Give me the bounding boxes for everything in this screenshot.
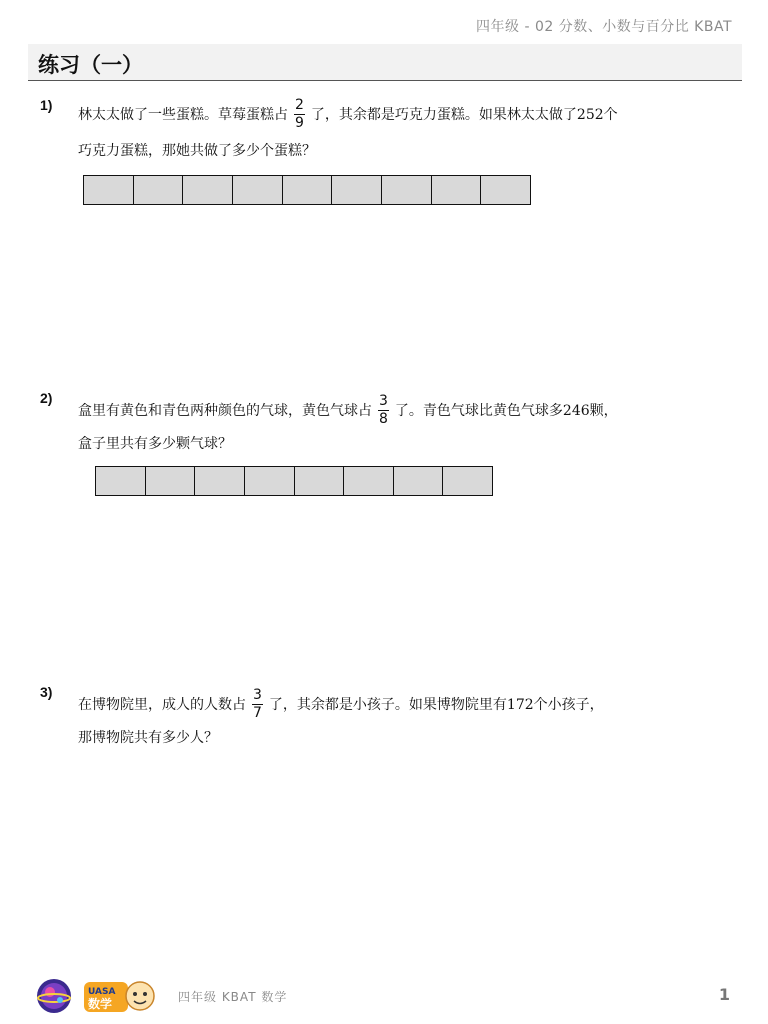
bar-cell xyxy=(183,176,233,204)
footer-label: 四年级 KBAT 数学 xyxy=(178,990,288,1004)
question-1-text xyxy=(78,98,738,168)
page-header-subtitle: 四年级 - 02 分数、小数与百分比 KBAT xyxy=(476,19,732,35)
question-1-fraction: $\frac{2}{9}$ xyxy=(295,97,304,132)
question-3-text xyxy=(78,688,738,758)
bar-cell xyxy=(295,467,345,495)
question-1-number: 1) xyxy=(40,97,53,113)
question-2-line2: 盒子里共有多少颗气球？ xyxy=(78,436,232,452)
bar-cell xyxy=(332,176,382,204)
question-3-line1-before: 在博物院里，成人的人数占 xyxy=(78,696,246,713)
question-3-line2: 那博物院共有多少人？ xyxy=(78,730,218,746)
question-2-line1-before: 盒里有黄色和青色两种颜色的气球，黄色气球占 xyxy=(78,402,372,419)
bar-cell xyxy=(432,176,482,204)
question-1-line2: 巧克力蛋糕，那她共做了多少个蛋糕？ xyxy=(78,143,316,159)
question-3-fraction: $\frac{3}{7}$ xyxy=(253,687,262,722)
question-2-text xyxy=(78,394,738,464)
question-1-line1-after: 了，其余都是巧克力蛋糕。如果林太太做了252个 xyxy=(310,106,618,123)
bar-cell xyxy=(344,467,394,495)
question-2-fraction: $\frac{3}{8}$ xyxy=(379,393,388,428)
question-1-line1-before: 林太太做了一些蛋糕。草莓蛋糕占 xyxy=(78,106,288,123)
svg-text:UASA: UASA xyxy=(88,987,116,997)
bar-cell xyxy=(233,176,283,204)
title-bar xyxy=(28,44,742,81)
bar-cell xyxy=(481,176,530,204)
question-3-number: 3) xyxy=(40,684,53,700)
bar-cell xyxy=(96,467,146,495)
bar-cell xyxy=(382,176,432,204)
question-2-line1-after: 了。青色气球比黄色气球多246颗， xyxy=(394,402,618,419)
svg-text:数学: 数学 xyxy=(88,997,113,1011)
bar-cell xyxy=(195,467,245,495)
question-2-number: 2) xyxy=(40,390,53,406)
bar-cell xyxy=(283,176,333,204)
bar-cell xyxy=(134,176,184,204)
question-1-bar-model xyxy=(83,175,531,205)
bar-cell xyxy=(443,467,492,495)
question-2-bar-model xyxy=(95,466,493,496)
planet-logo-icon xyxy=(36,978,72,1014)
bar-cell xyxy=(245,467,295,495)
page-title: 练习（一） xyxy=(38,53,143,77)
question-3-line1-after: 了，其余都是小孩子。如果博物院里有172个小孩子， xyxy=(268,696,604,713)
page-number: 1 xyxy=(718,985,730,1004)
bar-cell xyxy=(84,176,134,204)
uasa-math-logo-icon xyxy=(84,976,156,1016)
bar-cell xyxy=(146,467,196,495)
bar-cell xyxy=(394,467,444,495)
